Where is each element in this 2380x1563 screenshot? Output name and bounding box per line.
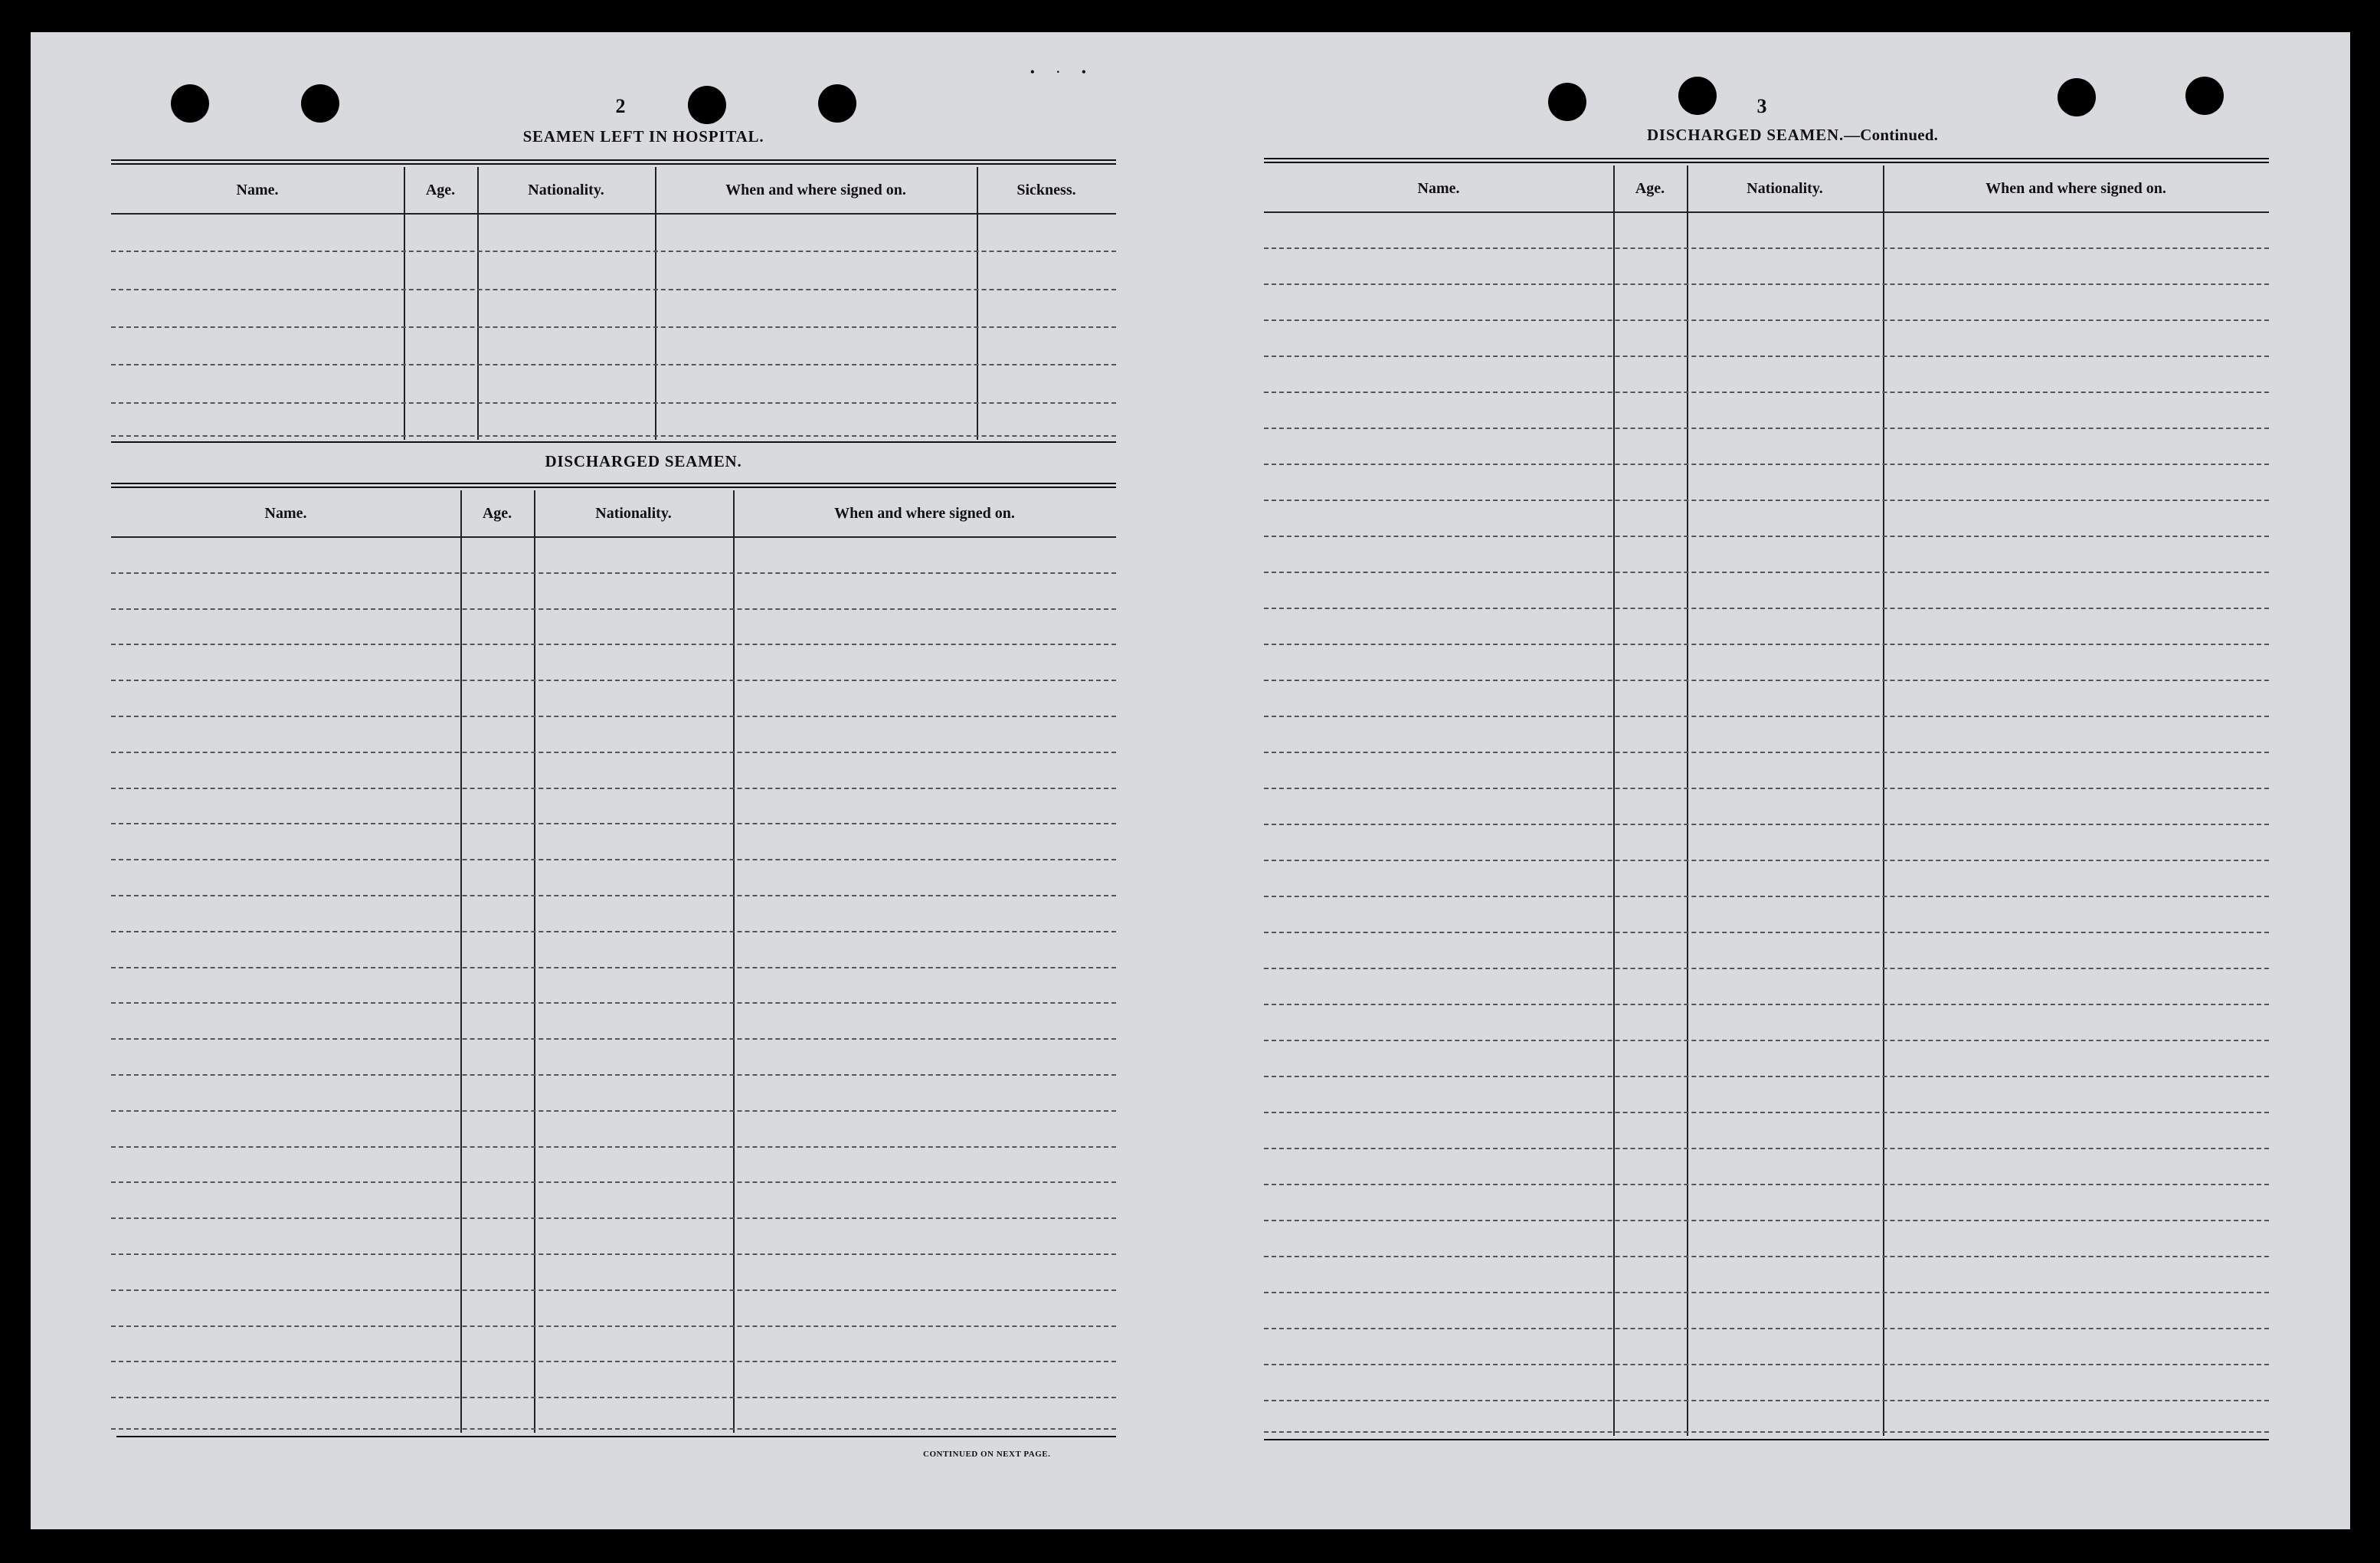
ruled-row <box>111 1217 1116 1219</box>
right-title-continued: —Continued. <box>1844 126 1939 144</box>
col-name-header <box>111 167 404 440</box>
punch-hole <box>2185 77 2224 115</box>
right-title-main: DISCHARGED SEAMEN. <box>1646 126 1845 144</box>
ruled-row <box>111 644 1116 645</box>
ruled-row <box>1264 968 2269 969</box>
punch-hole <box>2058 78 2096 116</box>
col-header-nationality: Nationality. <box>528 181 604 198</box>
column-divider <box>655 167 656 440</box>
ruled-row <box>1264 896 2269 897</box>
ruled-row <box>1264 1256 2269 1257</box>
ruled-row <box>111 823 1116 824</box>
ruled-row <box>111 1325 1116 1327</box>
ruled-row <box>1264 1364 2269 1365</box>
ruled-row <box>111 716 1116 717</box>
column-divider <box>460 490 462 1433</box>
ruled-row <box>1264 932 2269 933</box>
col-age-header <box>404 167 477 440</box>
ruled-row <box>111 680 1116 681</box>
col-header-signed-on: When and where signed on. <box>834 504 1015 522</box>
hospital-ledger <box>111 167 1116 440</box>
ruled-row <box>1264 1431 2269 1433</box>
ruled-row <box>111 251 1116 252</box>
col-signed-on-header <box>655 167 977 440</box>
col-header-sickness: Sickness. <box>1016 181 1076 198</box>
ruled-row <box>1264 464 2269 465</box>
ruled-row <box>1264 1400 2269 1401</box>
ruled-row <box>1264 716 2269 717</box>
ruled-row <box>1264 752 2269 753</box>
ruled-row <box>111 1289 1116 1291</box>
column-divider <box>977 167 978 440</box>
ruled-row <box>111 1397 1116 1398</box>
right-bottom-rule <box>1264 1439 2269 1440</box>
col-name-header <box>111 490 460 1433</box>
column-divider <box>404 167 405 440</box>
discharged-top-rule <box>111 483 1116 488</box>
punch-hole <box>818 84 856 123</box>
ruled-row <box>111 752 1116 753</box>
ruled-row <box>1264 824 2269 825</box>
ruled-row <box>111 1253 1116 1255</box>
col-header-age: Age. <box>482 504 512 522</box>
right-top-rule <box>1264 158 2269 163</box>
punch-hole <box>1678 77 1717 115</box>
col-header-nationality: Nationality. <box>595 504 672 522</box>
ruled-row <box>1264 283 2269 285</box>
ruled-row <box>111 326 1116 328</box>
ruled-row <box>111 364 1116 365</box>
col-nationality-header <box>477 167 655 440</box>
ink-specks: • · • <box>1030 66 1095 79</box>
discharged-section-title: DISCHARGED SEAMEN. <box>545 452 742 470</box>
ruled-row <box>1264 680 2269 681</box>
col-age-header <box>460 490 534 1433</box>
ruled-row <box>1264 1292 2269 1293</box>
ruled-row <box>111 1146 1116 1148</box>
col-header-name: Name. <box>236 181 279 198</box>
hospital-section-title: SEAMEN LEFT IN HOSPITAL. <box>522 127 764 146</box>
ruled-row <box>1264 1328 2269 1329</box>
ruled-row <box>1264 428 2269 429</box>
col-nationality-header <box>534 490 733 1433</box>
ruled-row <box>1264 644 2269 645</box>
ruled-row <box>1264 608 2269 609</box>
column-divider <box>733 490 735 1433</box>
ruled-row <box>111 1110 1116 1112</box>
ruled-row <box>1264 392 2269 393</box>
ruled-row <box>111 572 1116 574</box>
discharged-bottom-rule <box>116 1436 1116 1437</box>
ruled-row <box>1264 1040 2269 1041</box>
ruled-row <box>111 859 1116 860</box>
ruled-row <box>111 1361 1116 1362</box>
ruled-row <box>111 1428 1116 1430</box>
ruled-row <box>111 608 1116 610</box>
punch-hole <box>1548 83 1586 121</box>
ruled-row <box>111 435 1116 437</box>
col-header-name: Name. <box>264 504 307 522</box>
col-header-nationality: Nationality. <box>1747 179 1823 197</box>
ruled-row <box>1264 1184 2269 1185</box>
ruled-row <box>111 402 1116 404</box>
col-sickness-header <box>977 167 1116 440</box>
ruled-row <box>111 931 1116 932</box>
ruled-row <box>1264 1112 2269 1113</box>
ruled-row <box>1264 1076 2269 1077</box>
ruled-row <box>111 895 1116 896</box>
ruled-row <box>1264 860 2269 861</box>
column-divider <box>534 490 535 1433</box>
ruled-row <box>111 1074 1116 1076</box>
continued-note: CONTINUED ON NEXT PAGE. <box>923 1450 1051 1459</box>
col-signed-on-header <box>733 490 1116 1433</box>
right-section-title <box>1524 126 2061 145</box>
ruled-row <box>111 967 1116 968</box>
ruled-row <box>1264 536 2269 537</box>
ruled-row <box>111 1038 1116 1040</box>
page-number-right: 3 <box>1756 95 1767 117</box>
ruled-row <box>111 289 1116 290</box>
col-header-signed-on: When and where signed on. <box>1986 179 2166 197</box>
col-header-age: Age. <box>1635 179 1665 197</box>
page-number-left: 2 <box>615 95 626 117</box>
ruled-row <box>1264 788 2269 789</box>
hospital-top-rule <box>111 159 1116 165</box>
ruled-row <box>1264 500 2269 501</box>
col-header-age: Age. <box>425 181 456 198</box>
ruled-row <box>1264 1148 2269 1149</box>
punch-hole <box>301 84 339 123</box>
col-header-signed-on: When and where signed on. <box>725 181 906 198</box>
ruled-row <box>111 1002 1116 1004</box>
ruled-row <box>1264 247 2269 249</box>
ruled-row <box>1264 356 2269 357</box>
ruled-row <box>111 788 1116 789</box>
ruled-row <box>1264 319 2269 321</box>
ruled-row <box>1264 572 2269 573</box>
right-discharged-ledger <box>1264 165 2269 1436</box>
col-header-name: Name. <box>1417 179 1460 197</box>
ledger-sheet <box>31 32 2350 1529</box>
ruled-row <box>1264 1220 2269 1221</box>
ruled-row <box>111 1181 1116 1183</box>
discharged-ledger <box>111 490 1116 1433</box>
punch-hole <box>171 84 209 123</box>
ruled-row <box>1264 1004 2269 1005</box>
punch-hole <box>688 86 726 124</box>
column-divider <box>477 167 479 440</box>
hospital-bottom-rule <box>111 441 1116 443</box>
